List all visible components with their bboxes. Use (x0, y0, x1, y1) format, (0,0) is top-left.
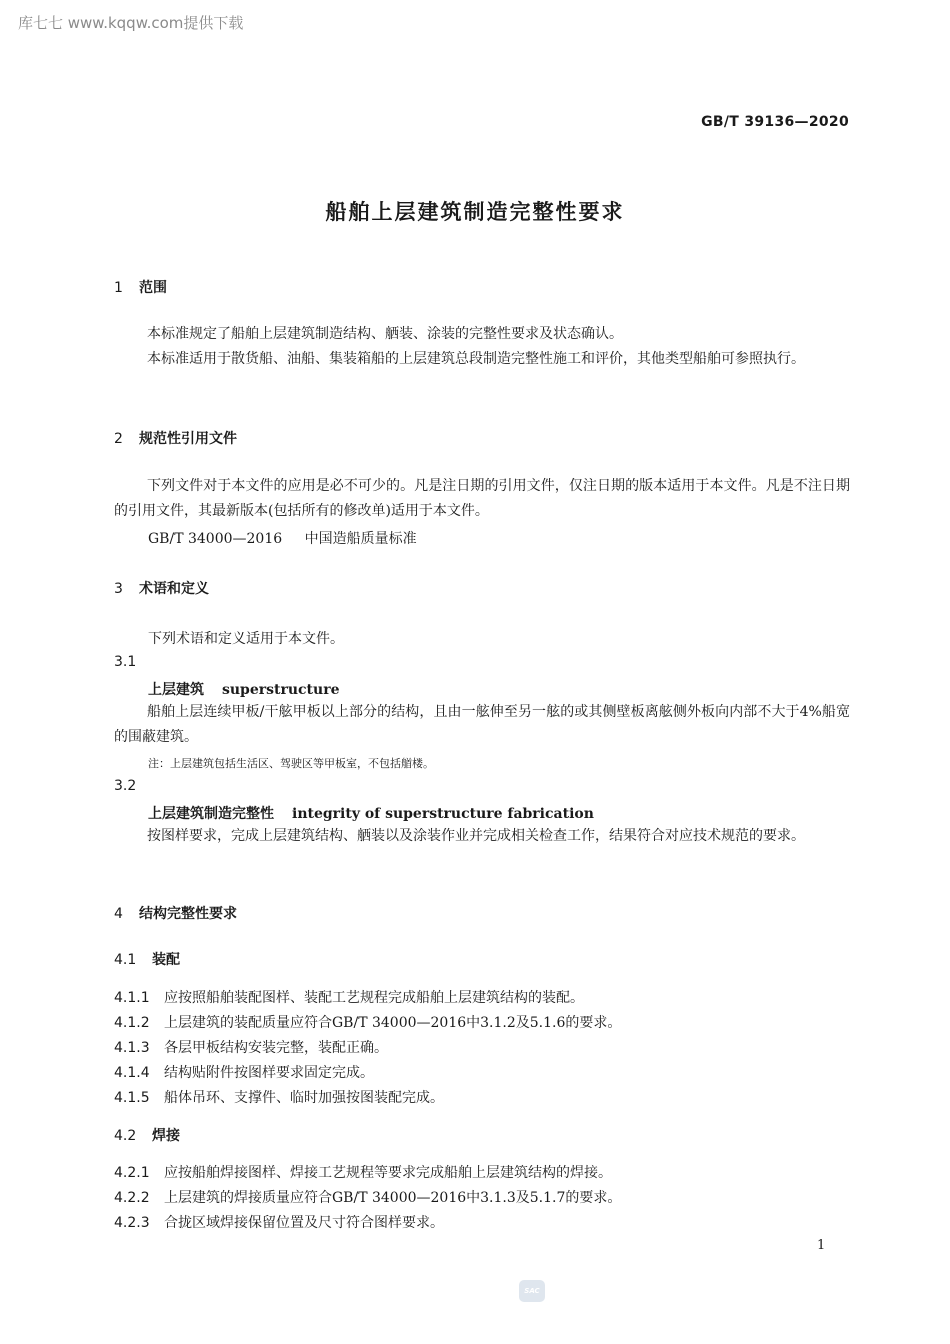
section-1-heading (114, 277, 167, 297)
document-title: 船舶上层建筑制造完整性要求 (325, 200, 625, 224)
clause-item (114, 1087, 444, 1107)
section-1-paragraph-1: 本标准规定了船舶上层建筑制造结构、舾装、涂装的完整性要求及状态确认。 (147, 326, 623, 342)
section-3-heading (114, 578, 209, 598)
clause-item (114, 1162, 612, 1182)
clause-item (114, 1037, 388, 1057)
clause-number: 4.1.4 (114, 1065, 150, 1081)
term-english: superstructure (222, 682, 340, 698)
reference-title: 中国造船质量标准 (304, 531, 417, 547)
section-title: 术语和定义 (139, 581, 209, 597)
term-english: integrity of superstructure fabrication (292, 806, 594, 822)
clause-text: 上层建筑的焊接质量应符合GB/T 34000—2016中3.1.3及5.1.7的要求。 (164, 1190, 622, 1206)
subsection-4-2-heading (114, 1125, 180, 1145)
normative-reference (148, 528, 417, 548)
term-number-3-2: 3.2 (114, 778, 137, 794)
section-number: 4 (114, 906, 123, 922)
clause-number: 4.1.3 (114, 1040, 150, 1056)
clause-text: 上层建筑的装配质量应符合GB/T 34000—2016中3.1.2及5.1.6的要求。 (164, 1015, 622, 1031)
section-title: 范围 (139, 280, 167, 296)
clause-number: 4.1.1 (114, 990, 150, 1006)
clause-text: 各层甲板结构安装完整，装配正确。 (164, 1040, 388, 1056)
subsection-title: 装配 (152, 952, 180, 968)
clause-text: 合拢区域焊接保留位置及尺寸符合图样要求。 (164, 1215, 444, 1231)
subsection-number: 4.2 (114, 1128, 137, 1144)
watermark-text: 库七七 www.kqqw.com提供下载 (18, 14, 244, 32)
clause-number: 4.1.5 (114, 1090, 150, 1106)
section-2-heading (114, 428, 237, 448)
clause-number: 4.2.3 (114, 1215, 150, 1231)
clause-text: 船体吊环、支撑件、临时加强按图装配完成。 (164, 1090, 444, 1106)
section-title: 结构完整性要求 (139, 906, 237, 922)
clause-text: 应按船舶焊接图样、焊接工艺规程等要求完成船舶上层建筑结构的焊接。 (164, 1165, 612, 1181)
clause-text: 应按照船舶装配图样、装配工艺规程完成船舶上层建筑结构的装配。 (164, 990, 584, 1006)
term-3-1 (148, 679, 340, 699)
section-4-heading (114, 903, 237, 923)
sac-logo-icon: SAC (519, 1280, 545, 1302)
subsection-number: 4.1 (114, 952, 137, 968)
clause-number: 4.2.2 (114, 1190, 150, 1206)
term-number-3-1: 3.1 (114, 654, 137, 670)
term-3-2-definition: 按图样要求，完成上层建筑结构、舾装以及涂装作业并完成相关检查工作，结果符合对应技术规范的要求。 (147, 828, 805, 844)
section-number: 3 (114, 581, 123, 597)
term-3-1-note: 注：上层建筑包括生活区、驾驶区等甲板室，不包括艏楼。 (148, 757, 434, 770)
clause-text: 结构贴附件按图样要求固定完成。 (164, 1065, 374, 1081)
section-2-paragraph-1: 下列文件对于本文件的应用是必不可少的。凡是注日期的引用文件，仅注日期的版本适用于本文件。凡是不注日期的引用文件，其最新版本(包括所有的修改单)适用于本文件。 (114, 478, 850, 519)
term-chinese: 上层建筑 (148, 682, 204, 698)
term-3-2 (148, 803, 594, 823)
clause-number: 4.1.2 (114, 1015, 150, 1031)
section-number: 2 (114, 431, 123, 447)
clause-item (114, 1062, 374, 1082)
section-3-paragraph-1: 下列术语和定义适用于本文件。 (148, 631, 344, 647)
subsection-title: 焊接 (152, 1128, 180, 1144)
clause-item (114, 1212, 444, 1232)
standard-code: GB/T 39136—2020 (701, 114, 849, 130)
section-number: 1 (114, 280, 123, 296)
term-chinese: 上层建筑制造完整性 (148, 806, 274, 822)
section-1-paragraph-2: 本标准适用于散货船、油船、集装箱船的上层建筑总段制造完整性施工和评价，其他类型船舶可参照执行。 (147, 351, 805, 367)
clause-number: 4.2.1 (114, 1165, 150, 1181)
clause-item (114, 987, 584, 1007)
clause-item (114, 1012, 621, 1032)
clause-item (114, 1187, 621, 1207)
section-title: 规范性引用文件 (139, 431, 237, 447)
term-3-1-definition: 船舶上层连续甲板/干舷甲板以上部分的结构，且由一舷伸至另一舷的或其侧壁板离舷侧外板向内部不大于4%船宽的围蔽建筑。 (114, 704, 850, 745)
reference-code: GB/T 34000—2016 (148, 531, 283, 547)
subsection-4-1-heading (114, 949, 180, 969)
page-number: 1 (817, 1238, 826, 1253)
